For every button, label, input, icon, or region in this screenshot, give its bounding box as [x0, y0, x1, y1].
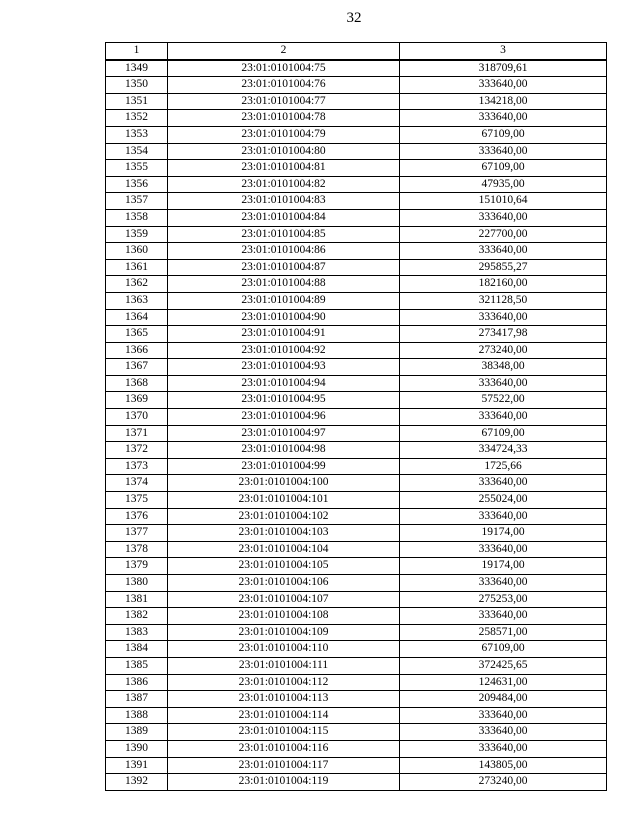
table-row: [106, 160, 607, 177]
cadastral-number-cell: 23:01:0101004:102: [168, 508, 400, 525]
row-number-cell: 1361: [106, 259, 168, 276]
table-header-row: [106, 43, 607, 60]
value-cell: 143805,00: [400, 757, 607, 774]
row-number-cell: 1375: [106, 492, 168, 509]
value-cell: 19174,00: [400, 558, 607, 575]
value-cell: 67109,00: [400, 641, 607, 658]
cadastral-number-cell: 23:01:0101004:99: [168, 458, 400, 475]
table-row: [106, 110, 607, 127]
value-cell: 134218,00: [400, 93, 607, 110]
table-row: [106, 326, 607, 343]
cadastral-number-cell: 23:01:0101004:94: [168, 375, 400, 392]
value-cell: 333640,00: [400, 707, 607, 724]
table-row: [106, 475, 607, 492]
value-cell: 275253,00: [400, 591, 607, 608]
value-cell: 333640,00: [400, 110, 607, 127]
row-number-cell: 1367: [106, 359, 168, 376]
registry-table: [105, 42, 607, 791]
row-number-cell: 1381: [106, 591, 168, 608]
value-cell: 67109,00: [400, 160, 607, 177]
table-row: [106, 641, 607, 658]
value-cell: 273240,00: [400, 774, 607, 791]
table-row: [106, 691, 607, 708]
table-row: [106, 359, 607, 376]
row-number-cell: 1371: [106, 425, 168, 442]
table-row: [106, 309, 607, 326]
value-cell: 334724,33: [400, 442, 607, 459]
page-number: 32: [346, 10, 362, 26]
table-row: [106, 60, 607, 77]
value-cell: 333640,00: [400, 508, 607, 525]
row-number-cell: 1357: [106, 193, 168, 210]
row-number-cell: 1379: [106, 558, 168, 575]
row-number-cell: 1366: [106, 342, 168, 359]
table-body: [106, 60, 607, 791]
cadastral-number-cell: 23:01:0101004:97: [168, 425, 400, 442]
row-number-cell: 1387: [106, 691, 168, 708]
value-cell: 295855,27: [400, 259, 607, 276]
value-cell: 227700,00: [400, 226, 607, 243]
value-cell: 209484,00: [400, 691, 607, 708]
table-row: [106, 541, 607, 558]
table-row: [106, 591, 607, 608]
value-cell: 333640,00: [400, 309, 607, 326]
cadastral-number-cell: 23:01:0101004:89: [168, 292, 400, 309]
row-number-cell: 1378: [106, 541, 168, 558]
cadastral-number-cell: 23:01:0101004:105: [168, 558, 400, 575]
value-cell: 273417,98: [400, 326, 607, 343]
table-row: [106, 657, 607, 674]
cadastral-number-cell: 23:01:0101004:91: [168, 326, 400, 343]
table-row: [106, 442, 607, 459]
row-number-cell: 1356: [106, 176, 168, 193]
cadastral-number-cell: 23:01:0101004:90: [168, 309, 400, 326]
table-row: [106, 276, 607, 293]
row-number-cell: 1364: [106, 309, 168, 326]
table-row: [106, 292, 607, 309]
cadastral-number-cell: 23:01:0101004:115: [168, 724, 400, 741]
row-number-cell: 1373: [106, 458, 168, 475]
table-row: [106, 176, 607, 193]
value-cell: 372425,65: [400, 657, 607, 674]
value-cell: 333640,00: [400, 608, 607, 625]
row-number-cell: 1377: [106, 525, 168, 542]
table-row: [106, 226, 607, 243]
table-row: [106, 757, 607, 774]
cadastral-number-cell: 23:01:0101004:93: [168, 359, 400, 376]
value-cell: 318709,61: [400, 60, 607, 77]
cadastral-number-cell: 23:01:0101004:114: [168, 707, 400, 724]
row-number-cell: 1380: [106, 575, 168, 592]
row-number-cell: 1354: [106, 143, 168, 160]
cadastral-number-cell: 23:01:0101004:111: [168, 657, 400, 674]
row-number-cell: 1360: [106, 243, 168, 260]
value-cell: 151010,64: [400, 193, 607, 210]
value-cell: 333640,00: [400, 209, 607, 226]
value-cell: 255024,00: [400, 492, 607, 509]
cadastral-number-cell: 23:01:0101004:95: [168, 392, 400, 409]
row-number-cell: 1391: [106, 757, 168, 774]
cadastral-number-cell: 23:01:0101004:79: [168, 126, 400, 143]
value-cell: 333640,00: [400, 243, 607, 260]
row-number-cell: 1362: [106, 276, 168, 293]
cadastral-number-cell: 23:01:0101004:77: [168, 93, 400, 110]
cadastral-number-cell: 23:01:0101004:98: [168, 442, 400, 459]
table-row: [106, 492, 607, 509]
row-number-cell: 1370: [106, 409, 168, 426]
row-number-cell: 1384: [106, 641, 168, 658]
value-cell: 124631,00: [400, 674, 607, 691]
row-number-cell: 1376: [106, 508, 168, 525]
cadastral-number-cell: 23:01:0101004:88: [168, 276, 400, 293]
table-row: [106, 209, 607, 226]
row-number-cell: 1350: [106, 77, 168, 94]
row-number-cell: 1369: [106, 392, 168, 409]
table-row: [106, 707, 607, 724]
row-number-cell: 1368: [106, 375, 168, 392]
table-row: [106, 608, 607, 625]
value-cell: 333640,00: [400, 575, 607, 592]
cadastral-number-cell: 23:01:0101004:81: [168, 160, 400, 177]
cadastral-number-cell: 23:01:0101004:78: [168, 110, 400, 127]
table-row: [106, 409, 607, 426]
cadastral-number-cell: 23:01:0101004:119: [168, 774, 400, 791]
cadastral-number-cell: 23:01:0101004:101: [168, 492, 400, 509]
row-number-cell: 1358: [106, 209, 168, 226]
row-number-cell: 1363: [106, 292, 168, 309]
value-cell: 333640,00: [400, 409, 607, 426]
cadastral-number-cell: 23:01:0101004:92: [168, 342, 400, 359]
table-row: [106, 575, 607, 592]
value-cell: 333640,00: [400, 475, 607, 492]
value-cell: 57522,00: [400, 392, 607, 409]
value-cell: 333640,00: [400, 375, 607, 392]
table-row: [106, 342, 607, 359]
cadastral-number-cell: 23:01:0101004:112: [168, 674, 400, 691]
column-header-3: 3: [400, 43, 607, 60]
row-number-cell: 1365: [106, 326, 168, 343]
table-row: [106, 143, 607, 160]
value-cell: 67109,00: [400, 126, 607, 143]
row-number-cell: 1390: [106, 740, 168, 757]
value-cell: 47935,00: [400, 176, 607, 193]
value-cell: 321128,50: [400, 292, 607, 309]
table-row: [106, 525, 607, 542]
cadastral-number-cell: 23:01:0101004:104: [168, 541, 400, 558]
value-cell: 19174,00: [400, 525, 607, 542]
cadastral-number-cell: 23:01:0101004:85: [168, 226, 400, 243]
row-number-cell: 1388: [106, 707, 168, 724]
cadastral-number-cell: 23:01:0101004:103: [168, 525, 400, 542]
row-number-cell: 1382: [106, 608, 168, 625]
row-number-cell: 1353: [106, 126, 168, 143]
table-row: [106, 624, 607, 641]
cadastral-number-cell: 23:01:0101004:117: [168, 757, 400, 774]
table-row: [106, 392, 607, 409]
row-number-cell: 1385: [106, 657, 168, 674]
row-number-cell: 1349: [106, 60, 168, 77]
row-number-cell: 1383: [106, 624, 168, 641]
table-row: [106, 93, 607, 110]
table-row: [106, 77, 607, 94]
column-header-1: 1: [106, 43, 168, 60]
cadastral-number-cell: 23:01:0101004:80: [168, 143, 400, 160]
cadastral-number-cell: 23:01:0101004:76: [168, 77, 400, 94]
cadastral-number-cell: 23:01:0101004:106: [168, 575, 400, 592]
value-cell: 258571,00: [400, 624, 607, 641]
cadastral-number-cell: 23:01:0101004:82: [168, 176, 400, 193]
value-cell: 1725,66: [400, 458, 607, 475]
cadastral-number-cell: 23:01:0101004:100: [168, 475, 400, 492]
value-cell: 333640,00: [400, 724, 607, 741]
value-cell: 38348,00: [400, 359, 607, 376]
cadastral-number-cell: 23:01:0101004:116: [168, 740, 400, 757]
value-cell: 333640,00: [400, 541, 607, 558]
cadastral-number-cell: 23:01:0101004:87: [168, 259, 400, 276]
value-cell: 333640,00: [400, 77, 607, 94]
row-number-cell: 1389: [106, 724, 168, 741]
table-row: [106, 375, 607, 392]
row-number-cell: 1355: [106, 160, 168, 177]
table-row: [106, 508, 607, 525]
row-number-cell: 1352: [106, 110, 168, 127]
row-number-cell: 1392: [106, 774, 168, 791]
table-row: [106, 425, 607, 442]
table-row: [106, 243, 607, 260]
table-row: [106, 126, 607, 143]
value-cell: 273240,00: [400, 342, 607, 359]
table-row: [106, 740, 607, 757]
table-row: [106, 193, 607, 210]
row-number-cell: 1351: [106, 93, 168, 110]
row-number-cell: 1386: [106, 674, 168, 691]
cadastral-number-cell: 23:01:0101004:107: [168, 591, 400, 608]
table-row: [106, 558, 607, 575]
cadastral-number-cell: 23:01:0101004:109: [168, 624, 400, 641]
value-cell: 333640,00: [400, 740, 607, 757]
row-number-cell: 1359: [106, 226, 168, 243]
cadastral-number-cell: 23:01:0101004:113: [168, 691, 400, 708]
table-row: [106, 259, 607, 276]
cadastral-number-cell: 23:01:0101004:96: [168, 409, 400, 426]
row-number-cell: 1372: [106, 442, 168, 459]
cadastral-number-cell: 23:01:0101004:108: [168, 608, 400, 625]
cadastral-number-cell: 23:01:0101004:86: [168, 243, 400, 260]
row-number-cell: 1374: [106, 475, 168, 492]
column-header-2: 2: [168, 43, 400, 60]
value-cell: 182160,00: [400, 276, 607, 293]
value-cell: 67109,00: [400, 425, 607, 442]
cadastral-number-cell: 23:01:0101004:83: [168, 193, 400, 210]
table-row: [106, 458, 607, 475]
cadastral-number-cell: 23:01:0101004:84: [168, 209, 400, 226]
table-row: [106, 724, 607, 741]
cadastral-number-cell: 23:01:0101004:75: [168, 60, 400, 77]
value-cell: 333640,00: [400, 143, 607, 160]
cadastral-number-cell: 23:01:0101004:110: [168, 641, 400, 658]
table-row: [106, 674, 607, 691]
table-row: [106, 774, 607, 791]
